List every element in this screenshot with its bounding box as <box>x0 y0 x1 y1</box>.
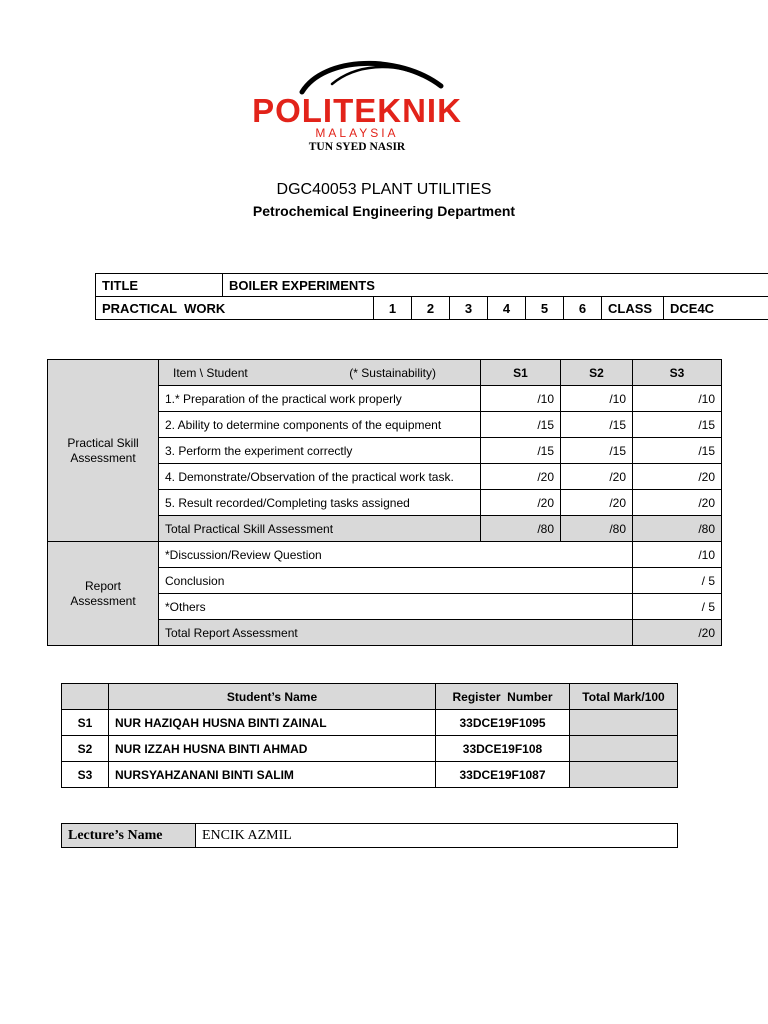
mark-cell: /20 <box>561 490 633 516</box>
register-number: 33DCE19F1095 <box>436 710 570 736</box>
students-table <box>61 683 678 788</box>
register-number: 33DCE19F1087 <box>436 762 570 788</box>
logo-brand-text: POLITEKNIK <box>252 92 462 129</box>
total-mark-cell <box>570 736 678 762</box>
practical-number: 4 <box>488 297 526 320</box>
experiment-info-table <box>95 273 768 320</box>
criterion-label: *Discussion/Review Question <box>159 542 633 568</box>
report-category <box>48 542 159 646</box>
assessment-header-row <box>48 360 722 386</box>
logo-campus-name: TUN SYED NASIR <box>308 141 406 153</box>
lecturer-label: Lecture’s Name <box>62 824 196 848</box>
department-name: Petrochemical Engineering Department <box>252 203 516 219</box>
class-value: DCE4C <box>664 297 768 320</box>
lecturer-table <box>61 823 678 848</box>
logo-country-text: MALAYSIA <box>315 126 399 140</box>
student-name: NUR HAZIQAH HUSNA BINTI ZAINAL <box>109 710 436 736</box>
mark-cell: /20 <box>481 490 561 516</box>
blank-header-cell <box>62 684 109 710</box>
practical-work-label: PRACTICAL WORK <box>96 297 374 320</box>
title-value: BOILER EXPERIMENTS <box>223 274 768 297</box>
category-label: Report <box>84 578 122 593</box>
total-mark-cell: /80 <box>481 516 561 542</box>
logo-emblem-icon <box>244 56 470 142</box>
students-header-row <box>62 684 678 710</box>
item-student-label: Item \ Student <box>173 365 248 380</box>
criterion-label: 1.* Preparation of the practical work properly <box>159 386 481 412</box>
student-header-s3: S3 <box>633 360 722 386</box>
mark-cell: /20 <box>633 490 722 516</box>
title-label: TITLE <box>96 274 223 297</box>
table-row <box>62 736 678 762</box>
student-name: NUR IZZAH HUSNA BINTI AHMAD <box>109 736 436 762</box>
item-header <box>159 360 481 386</box>
mark-cell: /10 <box>633 386 722 412</box>
title-row <box>96 274 768 297</box>
politeknik-logo <box>244 56 470 158</box>
student-name: NURSYAHZANANI BINTI SALIM <box>109 762 436 788</box>
practical-number: 3 <box>450 297 488 320</box>
total-mark-cell: /20 <box>633 620 722 646</box>
practical-number: 1 <box>374 297 412 320</box>
register-number: 33DCE19F108 <box>436 736 570 762</box>
practical-number: 2 <box>412 297 450 320</box>
student-id: S1 <box>62 710 109 736</box>
criterion-label: Conclusion <box>159 568 633 594</box>
total-mark-header: Total Mark/100 <box>570 684 678 710</box>
class-label: CLASS <box>602 297 664 320</box>
mark-cell: / 5 <box>633 594 722 620</box>
practical-skill-category <box>48 360 159 542</box>
student-id: S2 <box>62 736 109 762</box>
table-row <box>62 710 678 736</box>
total-mark-cell <box>570 710 678 736</box>
assessment-table <box>47 359 722 646</box>
student-header-s1: S1 <box>481 360 561 386</box>
practical-work-row <box>96 297 768 320</box>
practical-number: 5 <box>526 297 564 320</box>
course-title: DGC40053 PLANT UTILITIES <box>276 181 492 198</box>
criterion-label: 5. Result recorded/Completing tasks assigned <box>159 490 481 516</box>
lecturer-row <box>62 824 678 848</box>
mark-cell: /15 <box>561 412 633 438</box>
mark-cell: / 5 <box>633 568 722 594</box>
mark-cell: /10 <box>481 386 561 412</box>
lecturer-name: ENCIK AZMIL <box>196 824 678 848</box>
table-row <box>48 542 722 568</box>
student-id: S3 <box>62 762 109 788</box>
criterion-label: 4. Demonstrate/Observation of the practical work task. <box>159 464 481 490</box>
mark-cell: /20 <box>481 464 561 490</box>
total-label: Total Report Assessment <box>159 620 633 646</box>
mark-cell: /20 <box>633 464 722 490</box>
mark-cell: /15 <box>481 438 561 464</box>
register-number-header: Register Number <box>436 684 570 710</box>
sustainability-label: (* Sustainability) <box>349 365 436 380</box>
criterion-label: *Others <box>159 594 633 620</box>
practical-number: 6 <box>564 297 602 320</box>
total-mark-cell: /80 <box>561 516 633 542</box>
category-label: Assessment <box>70 593 136 608</box>
mark-cell: /15 <box>633 438 722 464</box>
mark-cell: /15 <box>633 412 722 438</box>
mark-cell: /15 <box>481 412 561 438</box>
mark-cell: /15 <box>561 438 633 464</box>
total-label: Total Practical Skill Assessment <box>159 516 481 542</box>
student-header-s2: S2 <box>561 360 633 386</box>
mark-cell: /10 <box>561 386 633 412</box>
criterion-label: 2. Ability to determine components of the equipment <box>159 412 481 438</box>
total-mark-cell <box>570 762 678 788</box>
criterion-label: 3. Perform the experiment correctly <box>159 438 481 464</box>
total-mark-cell: /80 <box>633 516 722 542</box>
category-label: Practical Skill <box>67 435 139 450</box>
student-name-header: Student’s Name <box>109 684 436 710</box>
table-row <box>62 762 678 788</box>
category-label: Assessment <box>70 450 136 465</box>
mark-cell: /10 <box>633 542 722 568</box>
mark-cell: /20 <box>561 464 633 490</box>
